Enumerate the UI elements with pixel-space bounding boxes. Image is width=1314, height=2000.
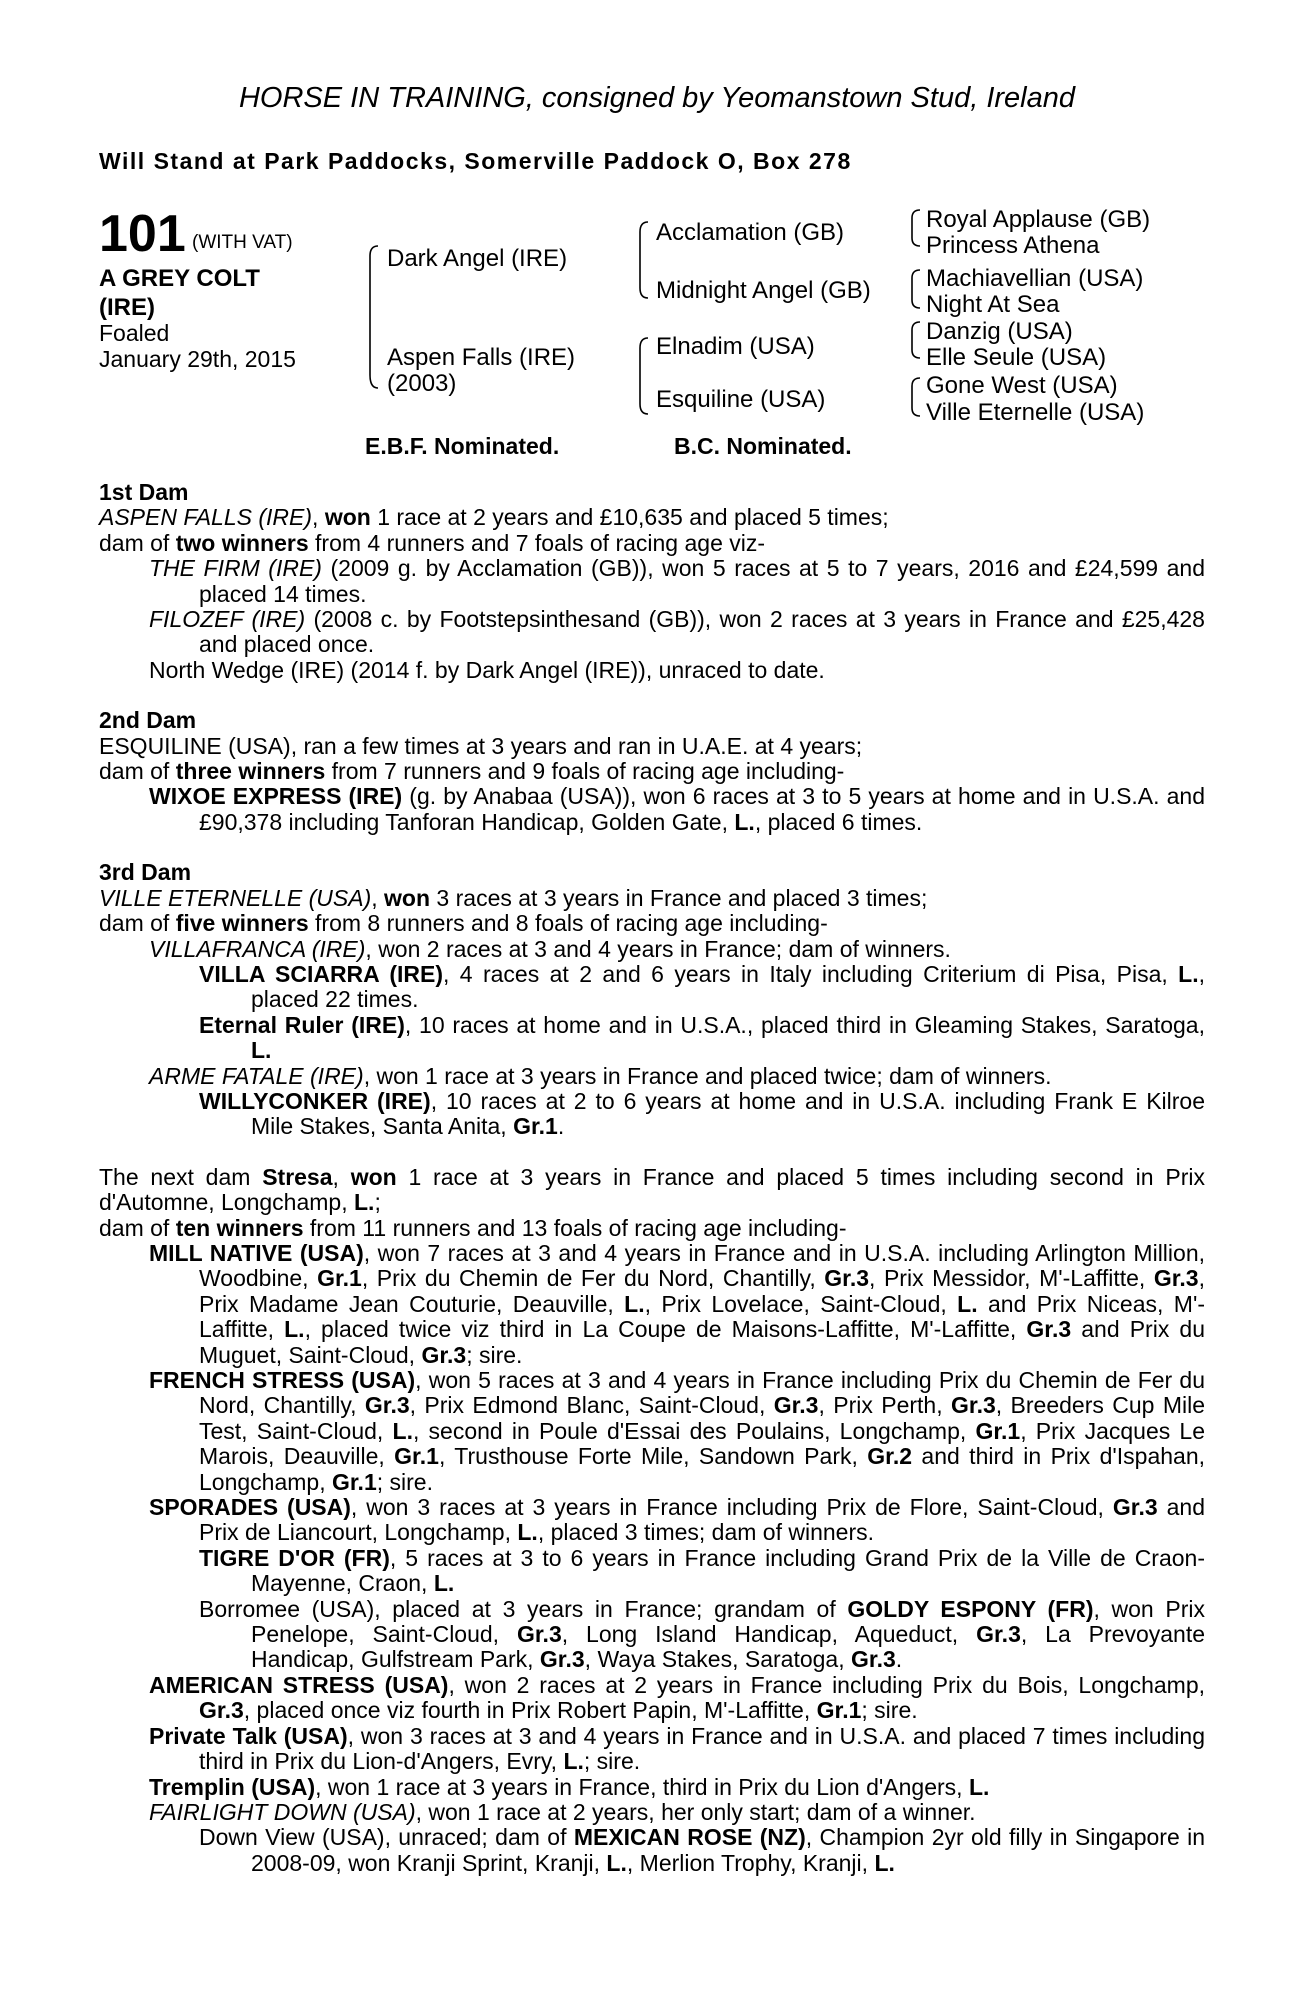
produce-name: FRENCH STRESS (USA) — [149, 1367, 416, 1393]
text-run: , 4 races at 2 and 6 years in Italy including Criterium di Pisa, Pisa, — [442, 960, 1179, 987]
first-dam-produce-line — [99, 531, 1205, 556]
text-run: , 10 races at 2 to 6 years at home and in U.S.A. including Frank E Kilroe Mile Stakes, Santa Anita, — [251, 1087, 1205, 1140]
produce-entry — [99, 1241, 1205, 1368]
grandproduce-entry — [99, 1597, 1205, 1673]
pedigree-dam: Aspen Falls (IRE) — [387, 344, 576, 371]
race-grade: L. — [606, 1849, 627, 1876]
produce-name: FILOZEF (IRE) — [149, 606, 306, 633]
grandproduce-entry — [99, 1013, 1205, 1064]
produce-name: Private Talk (USA) — [149, 1722, 348, 1749]
pedigree-gg2: Princess Athena — [926, 232, 1100, 259]
text-run: (2009 g. by Acclamation (GB)), won 5 races at 5 to 7 years, 2016 and £24,599 and placed 14 times. — [199, 555, 1205, 607]
ebf-nomination: E.B.F. Nominated. — [365, 433, 560, 459]
text-run: , placed 3 times; dam of winners. — [537, 1519, 875, 1546]
pedigree-gg5: Danzig (USA) — [926, 318, 1073, 345]
produce-name: WILLYCONKER (IRE) — [199, 1087, 431, 1114]
first-dam-heading: 1st Dam — [99, 479, 189, 505]
race-grade: Gr.1 — [331, 1468, 377, 1495]
horse-description-line2: (IRE) — [99, 294, 155, 321]
race-grade: Gr.3 — [364, 1392, 410, 1419]
text-run: ; sire. — [376, 1468, 433, 1495]
text-run: ; sire. — [861, 1697, 918, 1724]
produce-entry — [99, 1673, 1205, 1724]
text-run: . — [557, 1113, 565, 1140]
text-run: dam of — [99, 1214, 176, 1241]
produce-entry — [99, 1724, 1205, 1775]
text-run: , Prix Madame Jean Couturie, Deauville, — [199, 1265, 1205, 1317]
race-grade: L. — [517, 1519, 538, 1546]
pedigree-gg3: Machiavellian (USA) — [926, 265, 1144, 292]
text-run: , won 2 races at 3 and 4 years in France; dam of winners. — [365, 935, 951, 962]
text-run: and third in Prix d'Ispahan, Longchamp, — [199, 1443, 1206, 1495]
produce-entry — [99, 607, 1205, 658]
produce-name: GOLDY ESPONY (FR) — [847, 1595, 1094, 1622]
text-run: from 7 runners and 9 foals of racing age including- — [325, 758, 845, 785]
race-grade: L. — [1178, 960, 1199, 987]
lot-number: 101 — [99, 205, 186, 263]
race-grade: Gr.1 — [317, 1265, 362, 1292]
text-run: , — [312, 504, 325, 531]
produce-entry — [99, 1495, 1205, 1546]
text-run: , won 1 race at 2 years, her only start; dam of a winner. — [415, 1798, 976, 1825]
pedigree-sire-dam: Midnight Angel (GB) — [656, 277, 871, 304]
grandproduce-entry — [99, 1089, 1205, 1140]
catalogue-body — [99, 480, 1205, 1876]
race-grade: Gr.3 — [773, 1392, 819, 1419]
produce-entry — [99, 784, 1205, 835]
race-grade: L. — [957, 1290, 978, 1317]
text-run: 1 race at 2 years and £10,635 and placed 5 times; — [370, 504, 889, 531]
race-grade: Gr.1 — [394, 1443, 439, 1470]
text-run: , won Prix Penelope, Saint-Cloud, — [251, 1595, 1205, 1648]
vat-note: (WITH VAT) — [192, 232, 293, 253]
race-grade: Gr.1 — [513, 1113, 558, 1140]
race-grade: Gr.3 — [951, 1392, 996, 1419]
winners-count: ten winners — [175, 1214, 304, 1241]
text-run: , Prix Jacques Le Marois, Deauville, — [199, 1417, 1206, 1470]
produce-entry — [99, 556, 1205, 607]
text-run: , Prix du Chemin de Fer du Nord, Chantilly, — [361, 1265, 825, 1292]
race-grade: L. — [251, 1037, 272, 1064]
produce-entry — [99, 1775, 1205, 1800]
text-run: , second in Poule d'Essai des Poulains, Longchamp, — [412, 1417, 976, 1444]
text-run: , 5 races at 3 to 6 years in France including Grand Prix de la Ville de Craon-Mayenne, Craon, — [251, 1544, 1205, 1597]
race-grade: L. — [433, 1570, 455, 1597]
text-run: , placed twice viz third in La Coupe de Maisons-Laffitte, M'-Laffitte, — [304, 1316, 1027, 1343]
won-label: won — [324, 504, 371, 531]
text-run: , placed 6 times. — [754, 808, 923, 835]
race-grade: Gr.3 — [1026, 1316, 1072, 1343]
grandproduce-entry — [99, 1546, 1205, 1597]
race-grade: Gr.1 — [975, 1417, 1021, 1444]
pedigree-dam-dam: Esquiline (USA) — [656, 386, 826, 413]
race-grade: Gr.3 — [851, 1646, 896, 1673]
text-run: Down View (USA), unraced; dam of — [199, 1824, 574, 1851]
next-dam-produce-line — [99, 1216, 1205, 1241]
second-dam-produce-line — [99, 759, 1205, 784]
text-run: , placed 22 times. — [251, 960, 1205, 1013]
text-run: 1 race at 3 years in France and placed 5 times including second in Prix d'Automne, Longchamp, — [99, 1163, 1205, 1216]
race-grade: L. — [392, 1417, 413, 1444]
won-label: won — [384, 884, 431, 911]
winners-count: five winners — [175, 910, 309, 937]
text-run: , Prix Edmond Blanc, Saint-Cloud, — [409, 1392, 774, 1419]
text-run: , 10 races at home and in U.S.A., placed third in Gleaming Stakes, Saratoga, — [404, 1011, 1205, 1038]
text-run: dam of — [99, 758, 176, 785]
third-dam-line — [99, 886, 1205, 911]
produce-name: WIXOE EXPRESS (IRE) — [149, 783, 403, 810]
next-dam-line — [99, 1165, 1205, 1216]
text-run: , Prix Perth, — [818, 1392, 951, 1419]
text-run: , Waya Stakes, Saratoga, — [584, 1646, 852, 1673]
second-dam-line: ESQUILINE (USA), ran a few times at 3 years and ran in U.A.E. at 4 years; — [99, 732, 863, 759]
text-run: , won 1 race at 3 years in France and placed twice; dam of winners. — [363, 1062, 1052, 1089]
text-run: dam of — [99, 910, 176, 937]
race-grade: L. — [563, 1748, 584, 1775]
third-dam-heading: 3rd Dam — [99, 859, 192, 886]
produce-name: AMERICAN STRESS (USA) — [149, 1671, 449, 1698]
pedigree-dam-year: (2003) — [387, 370, 457, 397]
produce-entry — [99, 1368, 1205, 1495]
race-grade: Gr.3 — [824, 1265, 870, 1292]
foaled-date: January 29th, 2015 — [99, 346, 296, 372]
text-run: , Prix Lovelace, Saint-Cloud, — [644, 1290, 958, 1317]
race-grade: Gr.3 — [199, 1697, 244, 1724]
text-run: (g. by Anabaa (USA)), won 6 races at 3 to 5 years at home and in U.S.A. and £90,378 including Tanforan Handicap, Golden Gate, — [199, 783, 1205, 835]
dam-name: Stresa — [262, 1163, 333, 1190]
race-grade: Gr.3 — [539, 1646, 585, 1673]
second-dam-heading: 2nd Dam — [99, 707, 197, 734]
consignment-header: HORSE IN TRAINING, consigned by Yeomanstown Stud, Ireland — [238, 82, 1075, 114]
bracket-gg2 — [912, 270, 920, 308]
race-grade: L. — [284, 1316, 305, 1343]
pedigree-gg4: Night At Sea — [926, 291, 1060, 318]
produce-name: ARME FATALE (IRE) — [149, 1062, 364, 1089]
dam-name: VILLE ETERNELLE (USA) — [99, 884, 372, 911]
first-dam-line — [99, 505, 1205, 530]
text-run: ; sire. — [466, 1341, 523, 1368]
text-run: , La Prevoyante Handicap, Gulfstream Park, — [251, 1621, 1206, 1673]
produce-name: TIGRE D'OR (FR) — [199, 1544, 390, 1571]
bracket-gg3 — [912, 322, 920, 358]
text-run: , placed once viz fourth in Prix Robert Papin, M'-Laffitte, — [243, 1697, 817, 1724]
produce-entry — [99, 937, 1205, 962]
third-dam-produce-line — [99, 911, 1205, 936]
pedigree-gg7: Gone West (USA) — [926, 372, 1118, 399]
race-grade: Gr.3 — [1112, 1494, 1158, 1521]
produce-name: VILLAFRANCA (IRE) — [149, 935, 366, 962]
text-run: , — [332, 1163, 351, 1190]
text-run: ; sire. — [583, 1748, 641, 1775]
text-run: , won 3 races at 3 and 4 years in France and in U.S.A. and placed 7 times including third in Prix du Lion-d'Angers, Evry, — [199, 1722, 1205, 1775]
race-grade: L. — [734, 808, 755, 835]
text-run: , won 1 race at 3 years in France, third in Prix du Lion d'Angers, — [315, 1773, 969, 1800]
produce-name: Eternal Ruler (IRE) — [199, 1011, 405, 1038]
text-run: , Breeders Cup Mile Test, Saint-Cloud, — [199, 1392, 1205, 1444]
race-grade: L. — [624, 1290, 645, 1317]
race-grade: Gr.3 — [1153, 1265, 1199, 1292]
produce-name: MEXICAN ROSE (NZ) — [573, 1824, 806, 1851]
text-run: , Long Island Handicap, Aqueduct, — [561, 1621, 977, 1648]
stand-location: Will Stand at Park Paddocks, Somerville Paddock O, Box 278 — [99, 148, 852, 174]
text-run: , — [371, 884, 385, 911]
bracket-generation1 — [370, 246, 378, 388]
produce-entry: North Wedge (IRE) (2014 f. by Dark Angel (IRE)), unraced to date. — [149, 656, 825, 683]
text-run: and Prix de Liancourt, Longchamp, — [199, 1494, 1205, 1546]
race-grade: Gr.1 — [816, 1697, 862, 1724]
text-run: , Prix Messidor, M'-Laffitte, — [869, 1265, 1154, 1292]
race-grade: Gr.2 — [867, 1443, 913, 1470]
bc-nomination: B.C. Nominated. — [674, 433, 852, 459]
text-run: , Trusthouse Forte Mile, Sandown Park, — [438, 1443, 868, 1470]
produce-name: THE FIRM (IRE) — [149, 555, 322, 582]
race-grade: Gr.3 — [516, 1621, 562, 1648]
race-grade: L. — [354, 1189, 375, 1216]
text-run: and Prix du Muguet, Saint-Cloud, — [199, 1316, 1205, 1368]
horse-description-line1: A GREY COLT — [99, 265, 260, 292]
pedigree-gg1: Royal Applause (GB) — [926, 206, 1151, 233]
produce-name: Tremplin (USA) — [149, 1773, 316, 1800]
produce-entry — [99, 1064, 1205, 1089]
text-run: The next dam — [99, 1163, 263, 1190]
race-grade: L. — [968, 1773, 990, 1800]
bracket-sire-line — [640, 222, 648, 298]
text-run: from 8 runners and 8 foals of racing age including- — [308, 910, 828, 937]
pedigree-gg8: Ville Eternelle (USA) — [926, 399, 1145, 426]
text-run: (2008 c. by Footstepsinthesand (GB)), won 2 races at 3 years in France and £25,428 and placed once. — [199, 606, 1205, 658]
won-label: won — [350, 1163, 397, 1190]
grandproduce-entry — [99, 962, 1205, 1013]
text-run: , Champion 2yr old filly in Singapore in 2008-09, won Kranji Sprint, Kranji, — [251, 1824, 1205, 1876]
pedigree-dam-sire: Elnadim (USA) — [656, 333, 815, 360]
text-run: ; — [374, 1189, 381, 1216]
bracket-dam-line — [640, 338, 648, 414]
produce-name: VILLA SCIARRA (IRE) — [199, 960, 443, 987]
grandproduce-entry — [99, 1825, 1205, 1876]
text-run: , Merlion Trophy, Kranji, — [626, 1849, 875, 1876]
produce-name: FAIRLIGHT DOWN (USA) — [149, 1798, 416, 1825]
text-run: , won 5 races at 3 and 4 years in France including Prix du Chemin de Fer du Nord, Chantilly, — [199, 1367, 1205, 1419]
winners-count: three winners — [175, 758, 326, 785]
pedigree-sire: Dark Angel (IRE) — [387, 245, 568, 272]
text-run: , won 3 races at 3 years in France including Prix de Flore, Saint-Cloud, — [350, 1494, 1113, 1521]
text-run: and Prix Niceas, M'-Laffitte, — [199, 1290, 1205, 1343]
race-grade: L. — [874, 1849, 895, 1876]
bracket-gg4 — [912, 378, 920, 416]
text-run: 3 races at 3 years in France and placed 3 times; — [430, 884, 928, 911]
text-run: dam of — [99, 529, 176, 556]
dam-name: ASPEN FALLS (IRE) — [99, 504, 313, 531]
produce-name: SPORADES (USA) — [149, 1494, 351, 1521]
text-run: from 4 runners and 7 foals of racing age viz- — [308, 529, 766, 556]
text-run: . — [895, 1646, 903, 1673]
text-run: from 11 runners and 13 foals of racing age including- — [303, 1214, 847, 1241]
produce-entry — [99, 1800, 1205, 1825]
winners-count: two winners — [175, 529, 309, 556]
text-run: Borromee (USA), placed at 3 years in France; grandam of — [199, 1595, 848, 1622]
bracket-gg1 — [912, 210, 920, 246]
text-run: , won 2 races at 2 years in France including Prix du Bois, Longchamp, — [448, 1671, 1206, 1698]
text-run: , won 7 races at 3 and 4 years in France and in U.S.A. including Arlington Million, Woodbine, — [199, 1239, 1205, 1292]
pedigree-gg6: Elle Seule (USA) — [926, 344, 1107, 371]
pedigree-sire-sire: Acclamation (GB) — [656, 219, 845, 246]
race-grade: Gr.3 — [421, 1341, 467, 1368]
produce-name: MILL NATIVE (USA) — [149, 1239, 364, 1266]
race-grade: Gr.3 — [976, 1621, 1021, 1648]
foaled-label: Foaled — [99, 320, 170, 346]
